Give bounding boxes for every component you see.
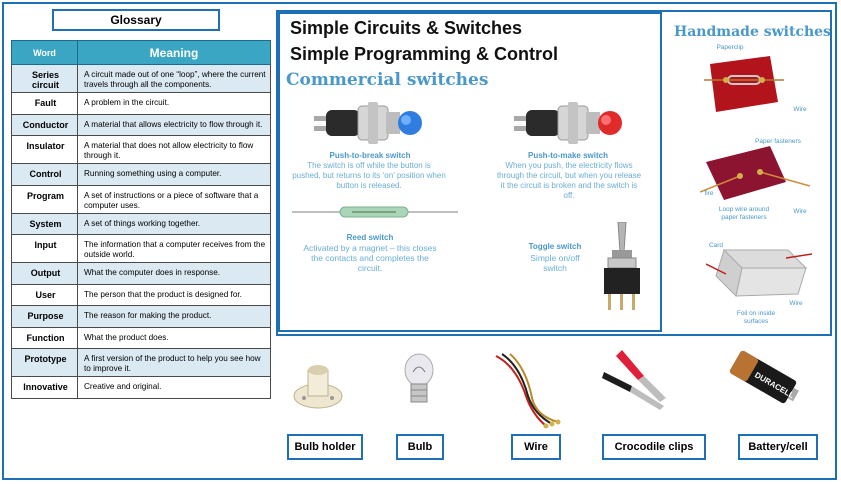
label-crocodile-clips: Crocodile clips: [602, 434, 706, 460]
table-row: [12, 263, 271, 285]
glossary-word: Control: [12, 164, 78, 186]
glossary-word: User: [12, 284, 78, 306]
glossary-meaning: The information that a computer receives from the outside world.: [78, 235, 271, 263]
battery-brand-text: DURACELL: [753, 370, 796, 401]
glossary-meaning: A material that does not allow electricity to flow through it.: [78, 136, 271, 164]
push-to-break-switch-image: [310, 98, 430, 146]
page-title-line2: Simple Programming & Control: [290, 44, 559, 64]
glossary-meaning: A circuit made out of one “loop”, where the current travels through all the components.: [78, 65, 271, 93]
glossary-meaning: A material that allows electricity to flow through it.: [78, 114, 271, 136]
wire-image: [490, 350, 564, 430]
glossary-word: Series circuit: [12, 65, 78, 93]
push-to-make-switch-image: [510, 98, 630, 146]
reed-switch-title: Reed switch: [346, 233, 394, 242]
paper-fastener-switch-image: [700, 142, 810, 202]
glossary-meaning: The reason for making the product.: [78, 306, 271, 328]
toggle-switch-title: Toggle switch: [528, 242, 582, 251]
battery-image: [722, 346, 818, 416]
glossary-meaning: A set of things working together.: [78, 213, 271, 235]
glossary-word: System: [12, 213, 78, 235]
table-row: [12, 65, 271, 93]
glossary-word: Fault: [12, 93, 78, 115]
table-row: [12, 235, 271, 263]
glossary-word: Output: [12, 263, 78, 285]
bulb-holder-image: [290, 354, 346, 414]
glossary-word: Prototype: [12, 349, 78, 377]
hm-label-wire-3: Wire: [789, 300, 803, 307]
glossary-meaning: Creative and original.: [78, 377, 271, 399]
glossary-meaning: Running something using a computer.: [78, 164, 271, 186]
glossary-word: Conductor: [12, 114, 78, 136]
label-wire: Wire: [511, 434, 561, 460]
glossary-header-word: Word: [12, 41, 78, 65]
label-battery: Battery/cell: [738, 434, 818, 460]
reed-switch-desc: Activated by a magnet – this closes the contacts and completes the circuit.: [303, 243, 437, 273]
glossary-word: Innovative: [12, 377, 78, 399]
glossary-meaning: What the product does.: [78, 327, 271, 349]
table-row: [12, 377, 271, 399]
glossary-word: Function: [12, 327, 78, 349]
glossary-word: Program: [12, 185, 78, 213]
hm-label-fire: fire: [704, 190, 714, 197]
commercial-switches-heading: Commercial switches: [286, 70, 489, 90]
card-foil-switch-image: [706, 244, 812, 304]
hm-label-foil: Foil on inside surfaces: [736, 310, 776, 325]
push-to-make-title: Push-to-make switch: [527, 151, 608, 160]
glossary-meaning: A first version of the product to help you see how to improve it.: [78, 349, 271, 377]
glossary-word: Input: [12, 235, 78, 263]
glossary-word: Insulator: [12, 136, 78, 164]
table-row: [12, 136, 271, 164]
label-bulb: Bulb: [396, 434, 444, 460]
handmade-switches-heading: Handmade switches: [674, 24, 831, 40]
hm-label-card: Card: [708, 242, 724, 249]
hm-label-wire-1: Wire: [793, 106, 807, 113]
label-bulb-holder: Bulb holder: [287, 434, 363, 460]
bulb-image: [396, 350, 442, 414]
glossary-title: Glossary: [52, 9, 220, 31]
glossary-meaning: The person that the product is designed for.: [78, 284, 271, 306]
table-row: [12, 284, 271, 306]
glossary-meaning: A set of instructions or a piece of software that a computer uses.: [78, 185, 271, 213]
table-row: [12, 327, 271, 349]
glossary-meaning: What the computer does in response.: [78, 263, 271, 285]
table-row: [12, 93, 271, 115]
glossary-meaning: A problem in the circuit.: [78, 93, 271, 115]
table-row: [12, 164, 271, 186]
hm-label-loop-wire: Loop wire around paper fasteners: [718, 206, 770, 221]
table-row: [12, 213, 271, 235]
crocodile-clips-image: [600, 346, 690, 410]
table-row: [12, 349, 271, 377]
glossary-header-meaning: Meaning: [78, 41, 271, 65]
table-row: [12, 306, 271, 328]
toggle-switch-desc: Simple on/off switch: [530, 253, 580, 273]
hm-label-paperclip: Paperclip: [716, 44, 744, 51]
push-to-break-desc: The switch is off while the button is pushed, but returns to its ‘on’ position when button is released.: [292, 161, 446, 190]
reed-switch-image: [292, 204, 458, 220]
glossary-table: [11, 40, 271, 399]
push-to-make-desc: When you push, the electricity flows through the circuit, but when you release it the circuit is broken and the switch is off.: [496, 161, 642, 200]
paperclip-switch-image: [704, 54, 784, 114]
push-to-break-title: Push-to-break switch: [329, 151, 411, 160]
hm-label-paper-fasteners: Paper fasteners: [755, 138, 801, 145]
glossary-word: Purpose: [12, 306, 78, 328]
toggle-switch-image: [598, 222, 646, 312]
table-row: [12, 114, 271, 136]
page-title-line1: Simple Circuits & Switches: [290, 18, 523, 38]
hm-label-wire-2: Wire: [793, 208, 807, 215]
table-row: [12, 185, 271, 213]
